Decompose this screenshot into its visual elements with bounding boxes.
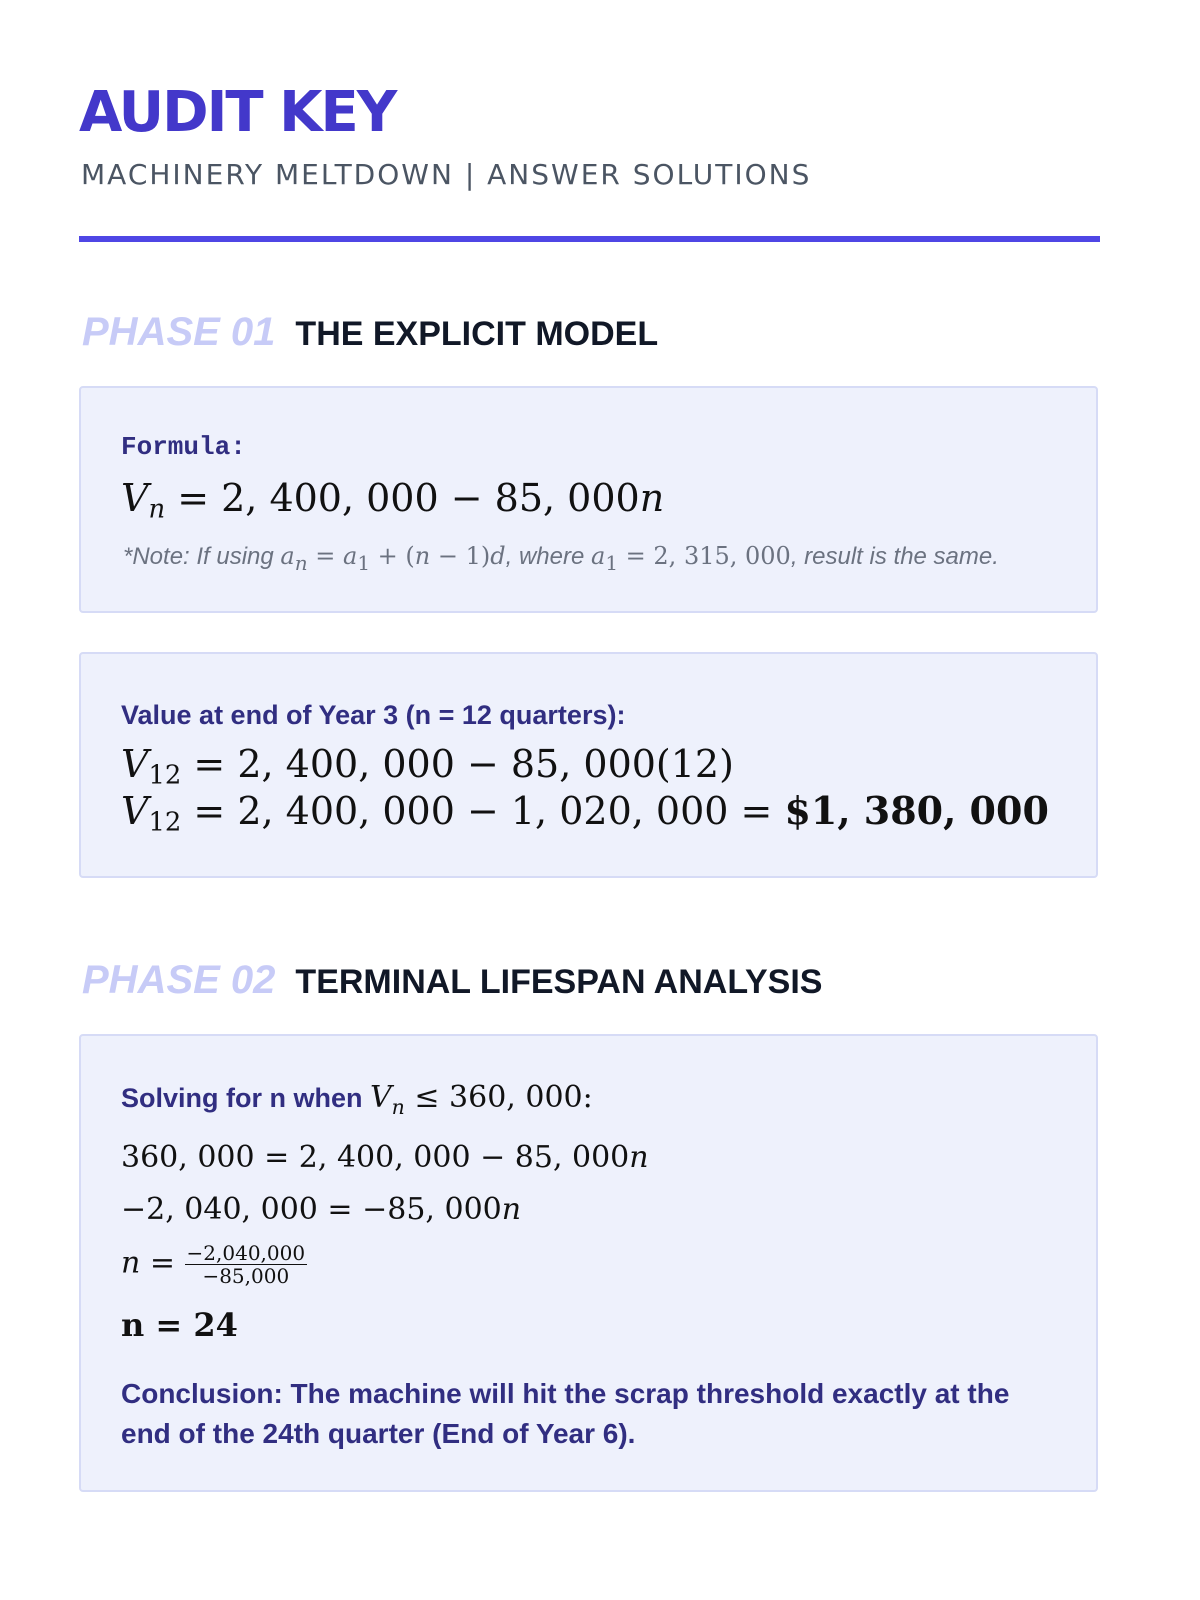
conclusion-text: Conclusion: The machine will hit the scrap threshold exactly at the end of the 24th quarter (End of Year 6). <box>121 1378 1010 1449</box>
page-title: AUDIT KEY <box>79 80 396 145</box>
lifespan-card <box>79 1034 1098 1492</box>
lifespan-step-3: n = $\frac{-2,040,000}{-85,000}$ <box>121 1241 306 1288</box>
phase-title: THE EXPLICIT MODEL <box>295 315 659 353</box>
formula-equation: $V_n = 2$, 400, 000 − 85, 000n <box>121 476 665 525</box>
header-divider <box>79 236 1100 242</box>
value-step-2: $V_{12} = 2$, 400, 000 − 1, 020, 000 = $1, 380, 000 <box>121 788 1049 838</box>
phase-02-heading <box>82 958 822 1003</box>
phase-number: PHASE 02 <box>82 958 276 1002</box>
lifespan-step-1: 360, 000 = 2, 400, 000 − 85, 000n <box>121 1140 649 1175</box>
page-subtitle: MACHINERY MELTDOWN | ANSWER SOLUTIONS <box>81 158 812 191</box>
lifespan-label: Solving for n when $V_n \le 360$, 000: <box>121 1080 593 1119</box>
value-step-1: $V_{12} = 2$, 400, 000 − 85, 000(12) <box>121 742 734 791</box>
formula-label: Formula: <box>121 432 246 462</box>
formula-note: *Note: If using $a_n = a_1 + (n - 1)d$, where $a_1 = 2$, 315, 000, result is the same. <box>123 542 999 575</box>
phase-01-heading <box>82 310 658 355</box>
phase-number: PHASE 01 <box>82 310 276 354</box>
fraction: $\frac{-2,040,000}{-85,000}$ <box>186 1241 306 1288</box>
formula-card <box>79 386 1098 613</box>
value-label: Value at end of Year 3 (n = 12 quarters): <box>121 700 626 730</box>
lifespan-answer: n = 24 <box>121 1306 238 1344</box>
phase-title: TERMINAL LIFESPAN ANALYSIS <box>295 963 823 1001</box>
value-result: $1, 380, 000 <box>784 788 1049 833</box>
value-card <box>79 652 1098 878</box>
lifespan-step-2: −2, 040, 000 = −85, 000n <box>121 1192 522 1227</box>
